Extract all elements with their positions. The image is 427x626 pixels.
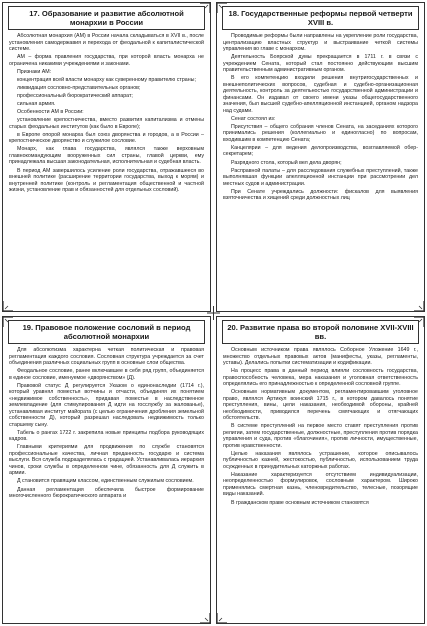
paragraph: Признаки АМ: <box>17 68 52 75</box>
card-body <box>217 347 424 508</box>
paragraph: Данная регламентация обеспечила быстрое формирование многочисленного бюрократического аппарата и <box>9 486 204 500</box>
corner-ornament-icon <box>2 316 14 328</box>
card-body <box>3 347 210 501</box>
card-topic-20 <box>216 316 425 624</box>
card-topic-18 <box>216 2 425 312</box>
corner-ornament-icon <box>216 2 228 14</box>
paragraph: АМ – форма правления государства, при которой власть монарха не ограничена никакими учреждениями и законами. <box>9 54 204 67</box>
paragraph: В гражданском праве основным источником становятся <box>231 499 369 506</box>
paragraph: Монарх, как глава государства, являлся также верховным главнокомандующим вооруженных сил страны, главой церкви, ему принадлежала высшая законодательная, исполнительная и судебная власть. <box>9 146 204 166</box>
card-title: 20. Развитие права во второй половине XVII-XVIII вв. <box>222 320 419 344</box>
paragraph: Абсолютная монархия (АМ) в России начала складываться в XVII в., после установления самодержавия и перехода от феодальной к капиталистической системе. <box>9 33 204 52</box>
paragraph: В системе преступлений на первое место ставят преступления против религии, затем государственные, должностные, преступления против порядка управления и суда, против «благочиния», против личности, имущественные, против нравственности. <box>223 423 418 449</box>
paragraph: Сенат состоял из: <box>231 115 276 122</box>
paragraph: В его компетенцию входили решения внутригосударственных и внешнеполитических вопросов, судебная и судебно-организационная деятельность, контроль за деятельностью государственной администрации и финансами. Он издавал от своего имени указы общегосударственного значения, был высшей судебно-апелляционной инстанцией, органом надзора над судами. <box>223 75 418 114</box>
paragraph: Правовой статус Д регулируется Указом о единонаследии (1714 г.), который уравнял поместья вотчины и отчасти, объединяя их понятием «недвижимое собственность», придавая поместье в наследственное землевладение (для стимулирования Д идти на госслужбу за жалованье), устанавливая институт майората (с целью ограничения дробления земельной собственности Д), который разрешал наследовать недвижимость только старшему сыну. <box>9 382 204 428</box>
paragraph: Проводимые реформы были направлены на укрепление роли государства, централизацию властных структур и выстраивание четкой системы управления во главе с монархом. <box>223 33 418 52</box>
corner-ornament-icon <box>2 300 14 312</box>
paragraph: профессиональный бюрократический аппарат; <box>17 92 133 99</box>
cut-mark-icon <box>207 306 220 320</box>
paragraph: Присутствия – общего собрания членов Сената, на заседаниях которого принимались решения (коллегиально и единогласно) по вопросам, входившим в компетенцию Сената; <box>223 123 418 143</box>
paragraph: сильная армия. <box>17 101 56 108</box>
paragraph: Табель о рангах 1722 г. закрепила новые принципы подбора руководящих кадров. <box>9 429 204 443</box>
paragraph: Канцелярии – для ведения делопроизводства, возглавляемой обер-секретарем; <box>223 144 418 158</box>
paragraph: Главными критериями для продвижения по службе становятся профессиональные качества, личная преданность государю и система выслуги. Вся служба подразделялась с градацией. Устанавливалась иерархия чинов, сроки службы в определенном чине, обязанность для Д служить в армии. <box>9 444 204 477</box>
corner-ornament-icon <box>199 612 211 624</box>
paragraph: При Сенате учреждались должности: фискалов для выявления взяточничества и хищений среди должностных лиц <box>223 188 418 202</box>
paragraph: В период АМ завершилось усиление роли государства, отражавшееся во внешней политике (расширение территории государства, выход к морям) и внутренней политике (контроль и регламентация общественной и частной жизни, установление прав и обязанностей для отдельных сословий). <box>9 167 204 194</box>
corner-ornament-icon <box>413 316 425 328</box>
paragraph: Наказание характеризуется отсутствием индивидуализации, неопределенностью формулировок, сословным характером. Широко применялись смертная казнь, членовредительство, телесные, позорящие виды наказаний. <box>223 471 418 498</box>
corner-ornament-icon <box>199 2 211 14</box>
paragraph: Деятельность Боярской думы прекращается в 1711 г. в связи с учреждением Сената, который стал постоянно действующим высшим правительственным административным органом. <box>223 54 418 74</box>
paragraph: Феодальное сословие, ранее включавшее в себя ряд групп, объединяется в единое сословие, именуемое «дворянством» (Д). <box>9 368 204 381</box>
card-title: 17. Образование и развитие абсолютной монархии в России <box>8 6 205 30</box>
corner-ornament-icon <box>216 612 228 624</box>
card-title: 19. Правовое положение сословий в период абсолютной монархии <box>8 320 205 344</box>
paragraph: в Европе опорой монарха был союз дворянства и городов, а в России – крепостническое дворянство и служилое сословие. <box>9 131 204 145</box>
paragraph: Разрядного стола, который вел дела дворян; <box>231 159 342 166</box>
paragraph: Для абсолютизма характерна четкая политическая и правовая регламентация каждого сословия. Сословная структура учреждается за счет объединения различных социальных групп в основные слои общества. <box>9 347 204 366</box>
paragraph: Основным нормативным документом, регламентировавшим уголовное право, являлся Артикул воинский 1715 г., в котором давалось понятие преступления, вины, цели наказания, необходимой обороны, крайней необходимости, приводился перечень смягчающих и отягчающих обстоятельств. <box>223 389 418 422</box>
paragraph: концентрация всей власти монарху как суверенному правителю страны; <box>17 76 196 83</box>
paragraph: Д становится правящим классом, единственным служилым сословием. <box>17 478 194 485</box>
paragraph: Основным источником права являлось Соборное Уложение 1649 г., множество отдельных правовых актов (манифесты, указы, регламенты, уставы). Делались попытки систематизации и кодификации. <box>223 347 418 366</box>
paragraph: установление крепостничества, вместо развития капитализма и отмены старых феодальных институтов (как было в Европе); <box>9 117 204 130</box>
card-title: 18. Государственные реформы первой четверти XVIII в. <box>222 6 419 30</box>
paragraph: ликвидация сословно-представительных органов; <box>17 84 141 91</box>
paragraph: Особенности АМ в России: <box>17 109 84 116</box>
corner-ornament-icon <box>413 300 425 312</box>
paragraph: Расправной палаты – для расследования служебных преступлений, также выполнявшая функции апелляционной инстанции при рассмотрении дел местных судов и администрации. <box>223 167 418 187</box>
card-topic-17 <box>2 2 211 312</box>
card-body <box>3 33 210 195</box>
card-topic-19 <box>2 316 211 624</box>
paragraph: На процесс права в данный период влияли сословность государства, правоспособность человека, мера наказания и уголовная ответственность определялись его принадлежностью к определенной сословной группе. <box>223 368 418 388</box>
card-body <box>217 33 424 203</box>
paragraph: Целью наказания являлось устрашение, которое описывалось публичностью казней, жестокостью, публичностью, использованием труда осужденных в принудительных каторжных работах. <box>223 450 418 470</box>
